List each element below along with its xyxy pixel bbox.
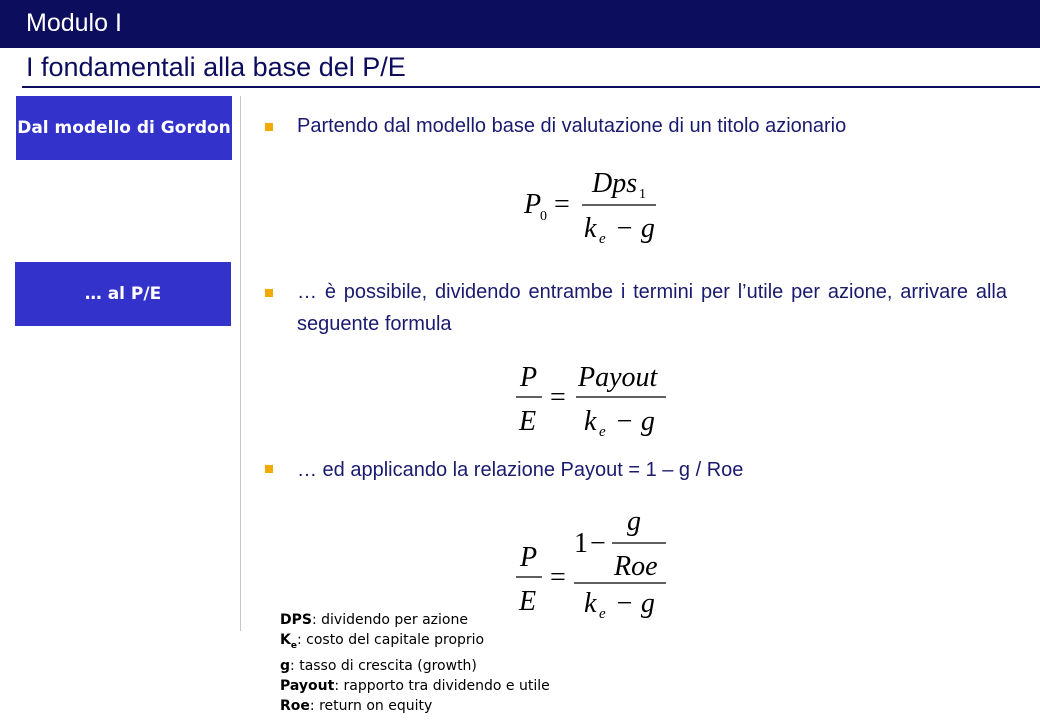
legend-key: Payout	[280, 677, 335, 694]
legend-key: K	[280, 632, 291, 648]
sidebar-divider	[240, 96, 241, 631]
formula-roe-den-sub: e	[599, 606, 606, 620]
formula-payout-equals: =	[550, 382, 566, 413]
bullet-square-icon	[265, 289, 273, 297]
formula-gordon-den-rest: − g	[608, 213, 655, 244]
legend-key-sub: e	[290, 640, 297, 651]
legend-text: : return on equity	[309, 697, 433, 714]
formula-roe	[512, 508, 682, 620]
legend-text: : rapporto tra dividendo e utile	[334, 677, 550, 694]
formula-payout	[512, 358, 682, 440]
sidebar-box-gordon-label: Dal modello di Gordon	[17, 117, 231, 138]
bullet-square-icon	[265, 465, 273, 473]
legend-key: DPS	[280, 612, 312, 628]
formula-roe-den-k: k	[584, 588, 597, 619]
formula-payout-den-k: k	[584, 406, 597, 437]
legend-key: g	[280, 657, 291, 674]
formula-gordon-lhs-sub: 0	[540, 209, 547, 224]
legend-item-ke	[280, 630, 550, 656]
formula-payout-num: Payout	[578, 362, 658, 393]
sidebar-box-pe	[15, 262, 231, 326]
formula-payout-den-sub: e	[599, 424, 606, 440]
formula-gordon	[518, 164, 668, 246]
legend	[280, 610, 550, 716]
formula-roe-inner-num: g	[627, 508, 641, 537]
formula-roe-minus: −	[590, 528, 606, 559]
formula-roe-lhs-num: P	[520, 542, 538, 573]
page-title: I fondamentali alla base del P/E	[26, 52, 406, 82]
module-title: Modulo I	[26, 9, 122, 37]
bullet-text-2: … è possibile, dividendo entrambe i termini per l’utile per azione, arrivare alla seguente formula	[297, 281, 1007, 335]
legend-text: : costo del capitale proprio	[296, 632, 485, 648]
legend-item-roe	[280, 696, 550, 716]
formula-payout-den-rest: − g	[608, 406, 655, 437]
formula-payout-lhs-den: E	[519, 406, 537, 437]
formula-payout-lhs-num: P	[520, 362, 538, 393]
formula-roe-den-rest: − g	[608, 588, 655, 619]
header-bar	[0, 0, 1040, 48]
bullet-text-1: Partendo dal modello base di valutazione di un titolo azionario	[297, 115, 847, 137]
legend-text: : dividendo per azione	[311, 612, 468, 628]
formula-gordon-equals: =	[554, 189, 570, 220]
legend-item-g	[280, 656, 550, 676]
legend-key: Roe	[280, 697, 310, 714]
title-rule	[22, 86, 1040, 88]
formula-roe-equals: =	[550, 562, 566, 593]
formula-gordon-lhs: P	[524, 189, 542, 220]
formula-gordon-den-sub: e	[599, 231, 606, 246]
sidebar-box-gordon	[16, 96, 232, 160]
formula-gordon-num-sub: 1	[639, 187, 646, 202]
formula-roe-one: 1	[574, 528, 588, 559]
formula-gordon-num: Dps	[592, 168, 638, 199]
legend-text: : tasso di crescita (growth)	[290, 657, 477, 674]
bullet-square-icon	[265, 123, 273, 131]
legend-item-dps	[280, 610, 550, 630]
sidebar-box-pe-label: … al P/E	[84, 283, 162, 304]
formula-roe-lhs-den: E	[519, 586, 537, 617]
formula-roe-inner-den: Roe	[614, 551, 658, 582]
bullet-text-3: … ed applicando la relazione Payout = 1 – g / Roe	[297, 459, 744, 481]
legend-item-payout	[280, 676, 550, 696]
formula-gordon-den-k: k	[584, 213, 597, 244]
